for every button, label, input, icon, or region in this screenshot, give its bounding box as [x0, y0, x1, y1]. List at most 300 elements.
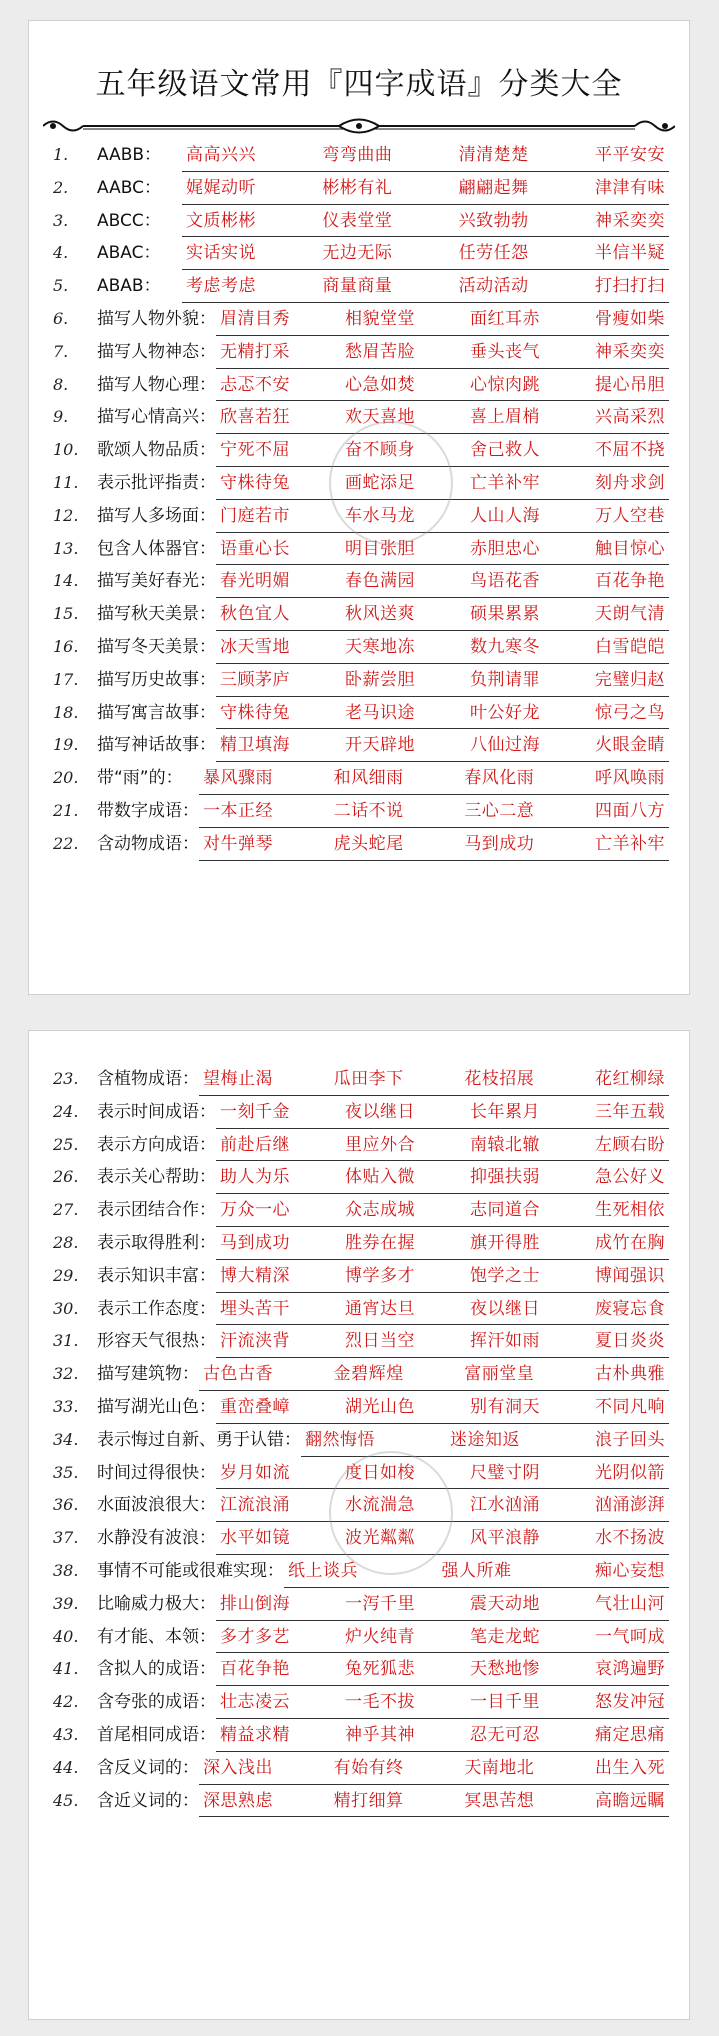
- idiom-text: 骨瘦如柴: [595, 308, 665, 329]
- list-item: [39, 1293, 689, 1326]
- item-number: 21.: [53, 800, 79, 820]
- idiom-group: [216, 533, 669, 566]
- idiom-text: 呼风唤雨: [594, 768, 665, 789]
- idiom-text: 天愁地惨: [470, 1659, 540, 1680]
- item-number: 15.: [53, 604, 79, 624]
- idiom-text: 冥思苦想: [464, 1790, 535, 1811]
- idiom-text: 众志成城: [345, 1200, 415, 1221]
- idiom-text: 博大精深: [220, 1265, 290, 1286]
- idiom-text: 火眼金睛: [595, 735, 665, 756]
- idiom-text: 亡羊补牢: [470, 472, 540, 493]
- idiom-text: 三年五载: [595, 1101, 665, 1122]
- list-item: [39, 1391, 689, 1424]
- idiom-text: 废寝忘食: [595, 1298, 665, 1319]
- idiom-text: 对牛弹琴: [203, 833, 273, 854]
- item-number: 43.: [53, 1724, 79, 1744]
- item-number: 29.: [53, 1265, 79, 1285]
- item-number: 33.: [53, 1396, 79, 1416]
- idiom-text: 望梅止渴: [203, 1069, 273, 1089]
- idiom-text: 秋风送爽: [345, 604, 415, 625]
- item-number: 17.: [53, 669, 79, 689]
- idiom-text: 江水汹涌: [470, 1495, 540, 1516]
- idiom-text: 兴致勃勃: [458, 210, 529, 231]
- category-label: 含夸张的成语：: [97, 1692, 216, 1713]
- idiom-group: [216, 336, 669, 369]
- idiom-group: [199, 1063, 669, 1096]
- idiom-group: [182, 205, 669, 238]
- category-label: 表示批评指责：: [97, 472, 216, 493]
- item-number: 6.: [53, 308, 69, 328]
- idiom-text: 万人空巷: [595, 505, 665, 526]
- idiom-text: 愁眉苦脸: [345, 341, 415, 362]
- idiom-text: 兔死狐悲: [345, 1659, 415, 1680]
- list-item: [39, 1752, 689, 1785]
- idiom-text: 相貌堂堂: [345, 308, 415, 329]
- idiom-text: 纸上谈兵: [288, 1560, 358, 1581]
- list-item: [39, 1719, 689, 1752]
- idiom-text: 饱学之士: [470, 1265, 540, 1286]
- item-number: 7.: [53, 341, 69, 361]
- idiom-text: 精打细算: [333, 1790, 404, 1811]
- list-item: [39, 1588, 689, 1621]
- idiom-text: 负荆请罪: [470, 669, 540, 690]
- idiom-group: [216, 1325, 669, 1358]
- idiom-text: 语重心长: [220, 538, 290, 559]
- idiom-text: 神采奕奕: [595, 341, 665, 362]
- idiom-text: 光阴似箭: [595, 1462, 665, 1483]
- category-label: 带“雨”的：: [97, 768, 183, 789]
- idiom-text: 虎头蛇尾: [333, 833, 404, 854]
- idiom-text: 炉火纯青: [345, 1626, 415, 1647]
- idiom-text: 实话实说: [186, 243, 256, 264]
- idiom-text: 忐忑不安: [220, 374, 290, 395]
- item-number: 39.: [53, 1593, 79, 1613]
- idiom-group: [182, 139, 669, 172]
- idiom-text: 南辕北辙: [470, 1134, 540, 1155]
- category-label: 歌颂人物品质：: [97, 440, 216, 461]
- item-number: 13.: [53, 538, 79, 558]
- idiom-group: [216, 1293, 669, 1326]
- idiom-text: 马到成功: [464, 833, 535, 854]
- idiom-group: [216, 1686, 669, 1719]
- idiom-text: 浪子回头: [595, 1429, 665, 1450]
- category-label: 包含人体器官：: [97, 538, 216, 559]
- page-title: 五年级语文常用『四字成语』分类大全: [95, 67, 623, 102]
- idiom-text: 天朗气清: [595, 604, 665, 625]
- idiom-text: 商量商量: [322, 276, 393, 297]
- idiom-group: [216, 1194, 669, 1227]
- idiom-text: 春风化雨: [464, 768, 535, 789]
- idiom-text: 震天动地: [470, 1593, 540, 1614]
- idiom-group: [216, 1227, 669, 1260]
- idiom-text: 一本正经: [203, 800, 273, 821]
- idiom-text: 一毛不拔: [345, 1692, 415, 1713]
- idiom-text: 助人为乐: [220, 1167, 290, 1188]
- idiom-text: 明目张胆: [345, 538, 415, 559]
- idiom-text: 度日如梭: [345, 1462, 415, 1483]
- idiom-text: 不屈不挠: [595, 440, 665, 461]
- list-item: [39, 139, 689, 172]
- category-label: ABAC：: [97, 243, 161, 264]
- idiom-group: [199, 762, 669, 795]
- category-label: AABB：: [97, 145, 162, 165]
- item-number: 23.: [53, 1069, 79, 1088]
- idiom-group: [216, 1129, 669, 1162]
- item-number: 41.: [53, 1659, 79, 1679]
- idiom-text: 垂头丧气: [470, 341, 540, 362]
- idiom-text: 高瞻远瞩: [594, 1790, 665, 1811]
- idiom-group: [182, 270, 669, 303]
- category-label: ABCC：: [97, 210, 161, 231]
- ornament-divider: [43, 115, 675, 137]
- idiom-text: 神乎其神: [345, 1724, 415, 1745]
- idiom-text: 出生入死: [594, 1757, 665, 1778]
- list-item: [39, 270, 689, 303]
- list-item: [39, 237, 689, 270]
- idiom-text: 汹涌澎湃: [595, 1495, 665, 1516]
- idiom-list-2: [39, 1063, 689, 1817]
- list-item: [39, 762, 689, 795]
- idiom-group: [216, 401, 669, 434]
- item-number: 37.: [53, 1528, 79, 1548]
- list-item: [39, 1063, 689, 1096]
- item-number: 40.: [53, 1626, 79, 1646]
- idiom-text: 二话不说: [333, 800, 404, 821]
- item-number: 2.: [53, 177, 69, 197]
- item-number: 1.: [53, 145, 69, 164]
- list-item: [39, 795, 689, 828]
- idiom-text: 赤胆忠心: [470, 538, 540, 559]
- idiom-text: 强人所难: [441, 1560, 512, 1581]
- idiom-text: 笔走龙蛇: [470, 1626, 540, 1647]
- item-number: 31.: [53, 1331, 79, 1351]
- idiom-text: 有始有终: [333, 1757, 404, 1778]
- idiom-text: 怒发冲冠: [595, 1692, 665, 1713]
- idiom-group: [216, 1588, 669, 1621]
- idiom-group: [216, 729, 669, 762]
- idiom-text: 深思熟虑: [203, 1790, 273, 1811]
- idiom-text: 古色古香: [203, 1364, 273, 1385]
- idiom-text: 水不扬波: [595, 1528, 665, 1549]
- item-number: 30.: [53, 1298, 79, 1318]
- idiom-text: 喜上眉梢: [470, 407, 540, 428]
- category-label: 表示方向成语：: [97, 1134, 216, 1155]
- item-number: 34.: [53, 1429, 79, 1449]
- idiom-text: 汗流浃背: [220, 1331, 290, 1352]
- item-number: 45.: [53, 1790, 79, 1810]
- idiom-group: [199, 795, 669, 828]
- idiom-text: 抑强扶弱: [470, 1167, 540, 1188]
- idiom-text: 水流湍急: [345, 1495, 415, 1516]
- list-item: [39, 828, 689, 861]
- idiom-text: 完璧归赵: [595, 669, 665, 690]
- item-number: 35.: [53, 1462, 79, 1482]
- idiom-text: 人山人海: [470, 505, 540, 526]
- idiom-text: 三心二意: [464, 800, 535, 821]
- idiom-text: 金碧辉煌: [333, 1364, 404, 1385]
- idiom-text: 一目千里: [470, 1692, 540, 1713]
- list-item: [39, 172, 689, 205]
- idiom-text: 兴高采烈: [595, 407, 665, 428]
- idiom-text: 波光粼粼: [345, 1528, 415, 1549]
- idiom-group: [216, 1260, 669, 1293]
- idiom-text: 江流浪涌: [220, 1495, 290, 1516]
- item-number: 38.: [53, 1560, 79, 1580]
- idiom-text: 画蛇添足: [345, 472, 415, 493]
- idiom-text: 里应外合: [345, 1134, 415, 1155]
- category-label: 描写建筑物：: [97, 1364, 199, 1385]
- item-number: 8.: [53, 374, 69, 394]
- idiom-text: 胜券在握: [345, 1232, 415, 1253]
- idiom-text: 无边无际: [322, 243, 393, 264]
- item-number: 32.: [53, 1364, 79, 1384]
- idiom-text: 花枝招展: [464, 1069, 535, 1089]
- item-number: 9.: [53, 407, 69, 427]
- idiom-text: 哀鸿遍野: [595, 1659, 665, 1680]
- category-label: 表示悔过自新、勇于认错：: [97, 1429, 301, 1450]
- item-number: 12.: [53, 505, 79, 525]
- item-number: 25.: [53, 1134, 79, 1154]
- idiom-text: 多才多艺: [220, 1626, 290, 1647]
- idiom-text: 体贴入微: [345, 1167, 415, 1188]
- idiom-text: 不同凡响: [595, 1396, 665, 1417]
- idiom-text: 活动活动: [458, 276, 529, 297]
- idiom-text: 岁月如流: [220, 1462, 290, 1483]
- idiom-text: 天寒地冻: [345, 636, 415, 657]
- idiom-text: 翻然悔悟: [305, 1429, 375, 1450]
- list-item: [39, 1424, 689, 1457]
- item-number: 3.: [53, 210, 69, 230]
- idiom-text: 高高兴兴: [186, 145, 256, 165]
- idiom-text: 眉清目秀: [220, 308, 290, 329]
- list-item: [39, 1260, 689, 1293]
- idiom-text: 清清楚楚: [458, 145, 529, 165]
- list-item: [39, 1621, 689, 1654]
- idiom-text: 触目惊心: [595, 538, 665, 559]
- idiom-text: 守株待兔: [220, 472, 290, 493]
- idiom-text: 旗开得胜: [470, 1232, 540, 1253]
- item-number: 22.: [53, 833, 79, 853]
- idiom-text: 翩翩起舞: [458, 177, 529, 198]
- idiom-text: 无精打采: [220, 341, 290, 362]
- idiom-text: 任劳任怨: [458, 243, 529, 264]
- category-label: 表示关心帮助：: [97, 1167, 216, 1188]
- idiom-text: 刻舟求剑: [595, 472, 665, 493]
- idiom-text: 守株待兔: [220, 702, 290, 723]
- category-label: 含动物成语：: [97, 833, 199, 854]
- list-item: [39, 1686, 689, 1719]
- idiom-text: 神采奕奕: [594, 210, 665, 231]
- item-number: 14.: [53, 571, 79, 591]
- worksheet-page-2: [28, 1030, 690, 2020]
- idiom-text: 壮志凌云: [220, 1692, 290, 1713]
- idiom-text: 弯弯曲曲: [322, 145, 393, 165]
- idiom-text: 仪表堂堂: [322, 210, 393, 231]
- category-label: 时间过得很快：: [97, 1462, 216, 1483]
- category-label: 描写心情高兴：: [97, 407, 216, 428]
- category-label: 描写秋天美景：: [97, 604, 216, 625]
- idiom-text: 生死相依: [595, 1200, 665, 1221]
- list-item: [39, 631, 689, 664]
- idiom-text: 急公好义: [595, 1167, 665, 1188]
- idiom-text: 马到成功: [220, 1232, 290, 1253]
- idiom-text: 亡羊补牢: [594, 833, 665, 854]
- idiom-text: 数九寒冬: [470, 636, 540, 657]
- category-label: 含拟人的成语：: [97, 1659, 216, 1680]
- category-label: 有才能、本领：: [97, 1626, 216, 1647]
- idiom-group: [216, 303, 669, 336]
- idiom-text: 精益求精: [220, 1724, 290, 1745]
- idiom-text: 欢天喜地: [345, 407, 415, 428]
- idiom-text: 重峦叠嶂: [220, 1396, 290, 1417]
- idiom-text: 打扫打扫: [594, 276, 665, 297]
- idiom-text: 左顾右盼: [595, 1134, 665, 1155]
- idiom-group: [284, 1555, 669, 1588]
- idiom-text: 深入浅出: [203, 1757, 273, 1778]
- idiom-text: 文质彬彬: [186, 210, 256, 231]
- idiom-text: 老马识途: [345, 702, 415, 723]
- idiom-text: 提心吊胆: [595, 374, 665, 395]
- list-item: [39, 303, 689, 336]
- idiom-text: 尺璧寸阴: [470, 1462, 540, 1483]
- item-number: 27.: [53, 1200, 79, 1220]
- idiom-group: [216, 1391, 669, 1424]
- category-label: 描写寓言故事：: [97, 702, 216, 723]
- idiom-text: 夏日炎炎: [595, 1331, 665, 1352]
- category-label: AABC：: [97, 177, 161, 198]
- idiom-group: [182, 237, 669, 270]
- category-label: 表示知识丰富：: [97, 1265, 216, 1286]
- idiom-text: 舍己救人: [470, 440, 540, 461]
- idiom-text: 志同道合: [470, 1200, 540, 1221]
- category-label: 含反义词的：: [97, 1757, 199, 1778]
- list-item: [39, 1096, 689, 1129]
- category-label: 形容天气很热：: [97, 1331, 216, 1352]
- item-number: 26.: [53, 1167, 79, 1187]
- idiom-text: 忍无可忍: [470, 1724, 540, 1745]
- idiom-group: [199, 828, 669, 861]
- list-item: [39, 664, 689, 697]
- idiom-text: 奋不顾身: [345, 440, 415, 461]
- idiom-text: 卧薪尝胆: [345, 669, 415, 690]
- idiom-group: [216, 565, 669, 598]
- item-number: 20.: [53, 768, 79, 788]
- category-label: 表示取得胜利：: [97, 1232, 216, 1253]
- idiom-text: 烈日当空: [345, 1331, 415, 1352]
- item-number: 4.: [53, 243, 69, 263]
- idiom-text: 一刻千金: [220, 1101, 290, 1122]
- idiom-text: 津津有味: [594, 177, 665, 198]
- idiom-text: 万众一心: [220, 1200, 290, 1221]
- category-label: 描写人物心理：: [97, 374, 216, 395]
- idiom-text: 花红柳绿: [594, 1069, 665, 1089]
- idiom-text: 湖光山色: [345, 1396, 415, 1417]
- category-label: 含近义词的：: [97, 1790, 199, 1811]
- idiom-text: 车水马龙: [345, 505, 415, 526]
- idiom-text: 通宵达旦: [345, 1298, 415, 1319]
- item-number: 24.: [53, 1101, 79, 1121]
- idiom-text: 夜以继日: [345, 1101, 415, 1122]
- idiom-text: 夜以继日: [470, 1298, 540, 1319]
- idiom-text: 门庭若市: [220, 505, 290, 526]
- idiom-group: [216, 369, 669, 402]
- idiom-text: 暴风骤雨: [203, 768, 273, 789]
- category-label: 事情不可能或很难实现：: [97, 1560, 284, 1581]
- idiom-text: 百花争艳: [220, 1659, 290, 1680]
- idiom-text: 富丽堂皇: [464, 1364, 535, 1385]
- idiom-text: 别有洞天: [470, 1396, 540, 1417]
- idiom-text: 成竹在胸: [595, 1232, 665, 1253]
- idiom-group: [216, 1161, 669, 1194]
- item-number: 36.: [53, 1495, 79, 1515]
- idiom-text: 瓜田李下: [333, 1069, 404, 1089]
- list-item: [39, 1358, 689, 1391]
- idiom-text: 痛定思痛: [595, 1724, 665, 1745]
- idiom-text: 考虑考虑: [186, 276, 256, 297]
- category-label: 首尾相同成语：: [97, 1724, 216, 1745]
- idiom-group: [216, 1719, 669, 1752]
- idiom-text: 博闻强识: [595, 1265, 665, 1286]
- idiom-group: [301, 1424, 669, 1457]
- list-item: [39, 1194, 689, 1227]
- list-item: [39, 565, 689, 598]
- list-item: [39, 205, 689, 238]
- idiom-group: [199, 1785, 669, 1818]
- idiom-group: [216, 664, 669, 697]
- idiom-text: 前赴后继: [220, 1134, 290, 1155]
- idiom-text: 气壮山河: [595, 1593, 665, 1614]
- item-number: 11.: [53, 472, 79, 492]
- idiom-group: [199, 1358, 669, 1391]
- category-label: 水静没有波浪：: [97, 1528, 216, 1549]
- category-label: 描写美好春光：: [97, 571, 216, 592]
- category-label: 表示团结合作：: [97, 1200, 216, 1221]
- list-item: [39, 1653, 689, 1686]
- idiom-group: [182, 172, 669, 205]
- list-item: [39, 369, 689, 402]
- list-item: [39, 1129, 689, 1162]
- idiom-text: 百花争艳: [595, 571, 665, 592]
- idiom-text: 开天辟地: [345, 735, 415, 756]
- idiom-text: 平平安安: [594, 145, 665, 165]
- idiom-text: 惊弓之鸟: [595, 702, 665, 723]
- list-item: [39, 1227, 689, 1260]
- idiom-group: [199, 1752, 669, 1785]
- idiom-text: 白雪皑皑: [595, 636, 665, 657]
- category-label: 比喻威力极大：: [97, 1593, 216, 1614]
- item-number: 44.: [53, 1757, 79, 1777]
- idiom-text: 四面八方: [594, 800, 665, 821]
- item-number: 19.: [53, 735, 79, 755]
- idiom-text: 古朴典雅: [594, 1364, 665, 1385]
- worksheet-page-1: [28, 20, 690, 995]
- idiom-text: 冰天雪地: [220, 636, 290, 657]
- idiom-text: 博学多才: [345, 1265, 415, 1286]
- idiom-text: 三顾茅庐: [220, 669, 290, 690]
- idiom-text: 心惊肉跳: [470, 374, 540, 395]
- idiom-text: 迷途知返: [450, 1429, 520, 1450]
- list-item: [39, 598, 689, 631]
- idiom-text: 排山倒海: [220, 1593, 290, 1614]
- idiom-text: 和风细雨: [333, 768, 404, 789]
- category-label: ABAB：: [97, 276, 161, 297]
- idiom-text: 精卫填海: [220, 735, 290, 756]
- list-item: [39, 1785, 689, 1818]
- category-label: 带数字成语：: [97, 800, 199, 821]
- category-label: 描写冬天美景：: [97, 636, 216, 657]
- item-number: 42.: [53, 1692, 79, 1712]
- idiom-text: 八仙过海: [470, 735, 540, 756]
